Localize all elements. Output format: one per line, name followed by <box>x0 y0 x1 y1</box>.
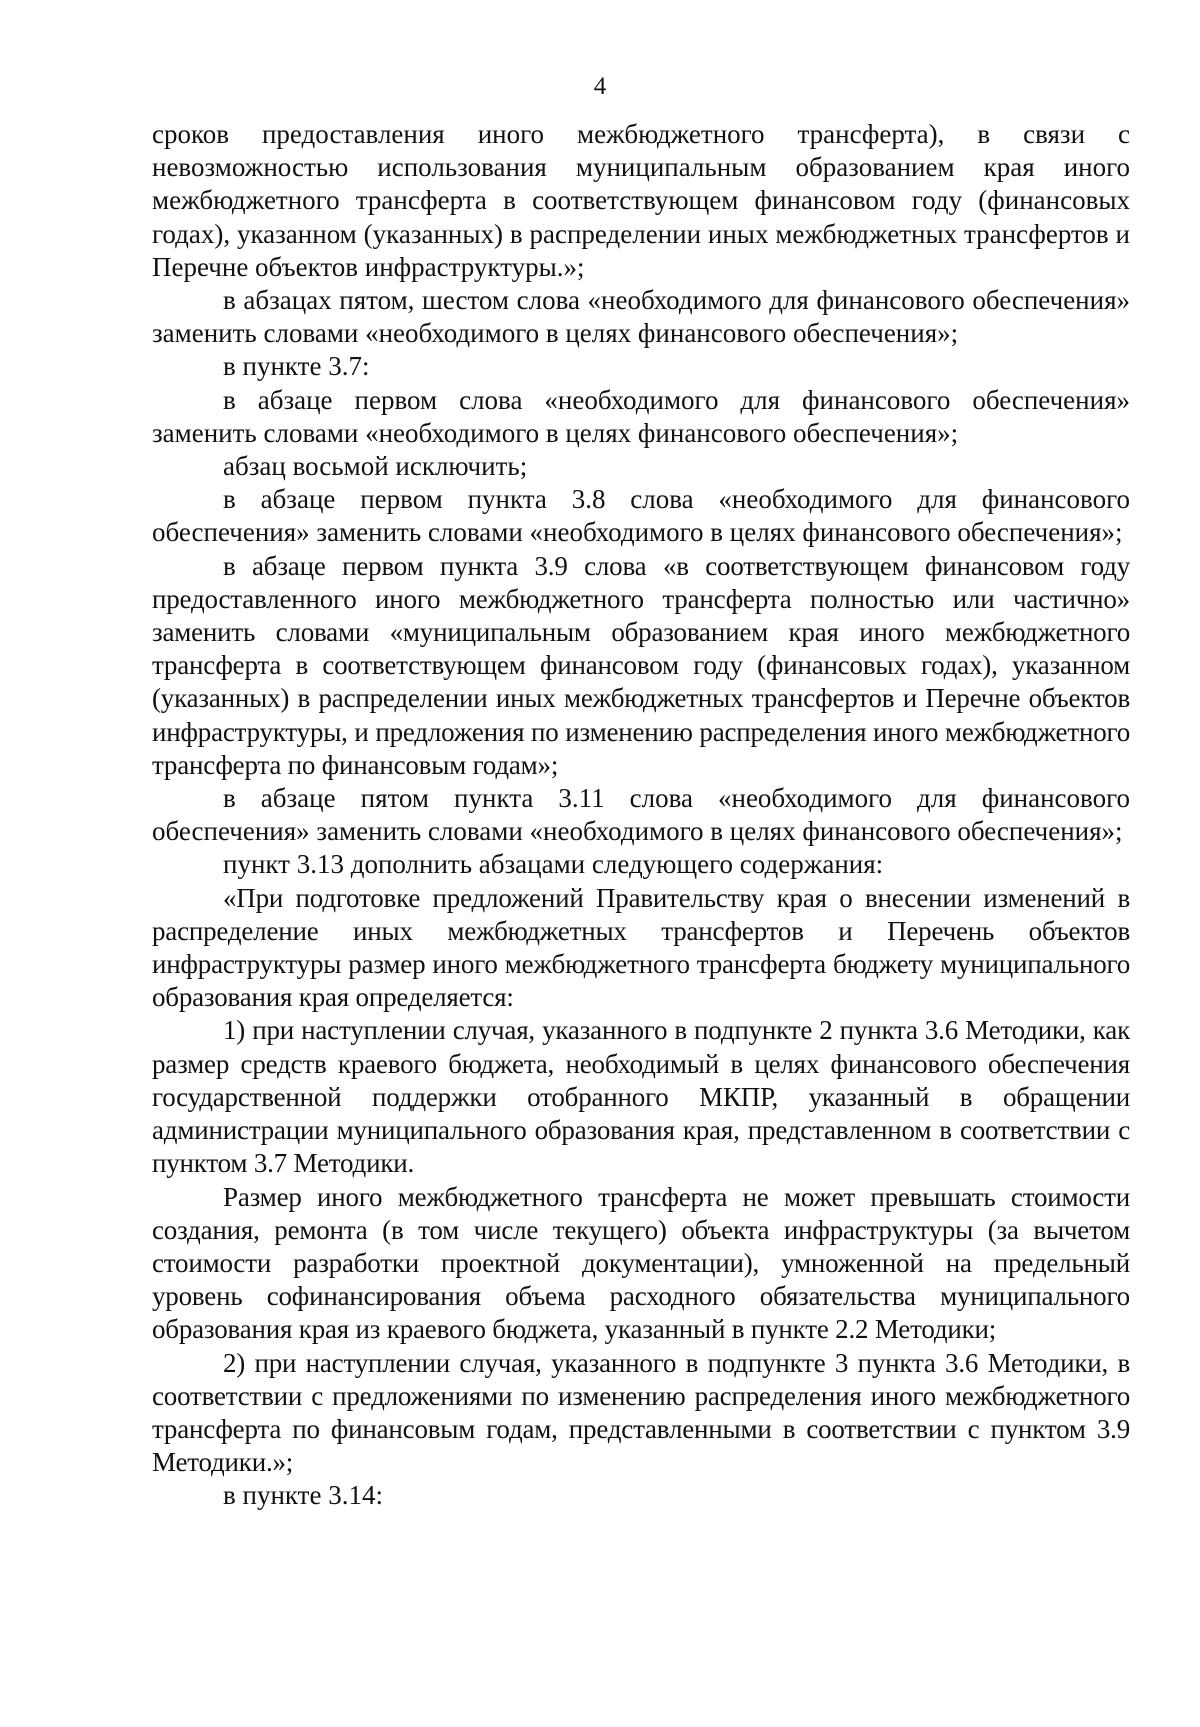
paragraph-2: в абзацах пятом, шестом слова «необходимого для финансового обеспечения» заменить словами «необходимого в целях финансового обеспечения»; <box>152 285 1130 349</box>
paragraph-6: в абзаце первом пункта 3.8 слова «необходимого для финансового обеспечения» заменить словами «необходимого в целях финансового обеспечения»; <box>152 484 1130 548</box>
paragraph-1: сроков предоставления иного межбюджетного трансферта), в связи с невозможностью использования муниципальным образованием края иного межбюджетного трансферта в соответствующем финансовом году (финансовых годах), указанном (указанных) в распределении иных межбюджетных трансфертов и Перечне объектов инфраструктуры.»; <box>152 119 1130 282</box>
paragraph-8: в абзаце пятом пункта 3.11 слова «необходимого для финансового обеспечения» заменить словами «необходимого в целях финансового обеспечения»; <box>152 783 1130 847</box>
paragraph-10: «При подготовке предложений Правительству края о внесении изменений в распределение иных межбюджетных трансфертов и Перечень объектов инфраструктуры размер иного межбюджетного трансферта бюджету муниципального образования края определяется: <box>152 882 1130 1013</box>
paragraph-12: Размер иного межбюджетного трансферта не может превышать стоимости создания, ремонта (в том числе текущего) объекта инфраструктуры (за вычетом стоимости разработки проектной документации), умноженной на предельный уровень софинансирования объема расходного обязательства муниципального образования края из краевого бюджета, указанный в пункте 2.2 Методики; <box>152 1181 1130 1345</box>
page-number: 4 <box>593 73 607 100</box>
paragraph-4: в абзаце первом слова «необходимого для финансового обеспечения» заменить словами «необходимого в целях финансового обеспечения»; <box>152 384 1130 448</box>
paragraph-5: абзац восьмой исключить; <box>223 451 528 482</box>
paragraph-7: в абзаце первом пункта 3.9 слова «в соответствующем финансовом году предоставленного иного межбюджетного трансферта полностью или частично» заменить словами «муниципальным образованием края иного межбюджетного трансферта в соответствующем финансовом году (финансовых годах), указанном (указанных) в распределении иных межбюджетных трансфертов и Перечне объектов инфраструктуры, и предложения по изменению распределения иного межбюджетного трансферта по финансовым годам»; <box>152 550 1130 780</box>
document-body <box>152 118 1130 1513</box>
paragraph-9: пункт 3.13 дополнить абзацами следующего содержания: <box>223 849 884 880</box>
paragraph-11: 1) при наступлении случая, указанного в подпункте 2 пункта 3.6 Методики, как размер средств краевого бюджета, необходимый в целях финансового обеспечения государственной поддержки отобранного МКПР, указанный в обращении администрации муниципального образования края, представленном в соответствии с пунктом 3.7 Методики. <box>152 1015 1130 1179</box>
paragraph-14: в пункте 3.14: <box>223 1480 383 1511</box>
paragraph-13: 2) при наступлении случая, указанного в подпункте 3 пункта 3.6 Методики, в соответствии с предложениями по изменению распределения иного межбюджетного трансферта по финансовым годам, представленными в соответствии с пунктом 3.9 Методики.»; <box>152 1347 1130 1478</box>
paragraph-3: в пункте 3.7: <box>223 351 370 382</box>
